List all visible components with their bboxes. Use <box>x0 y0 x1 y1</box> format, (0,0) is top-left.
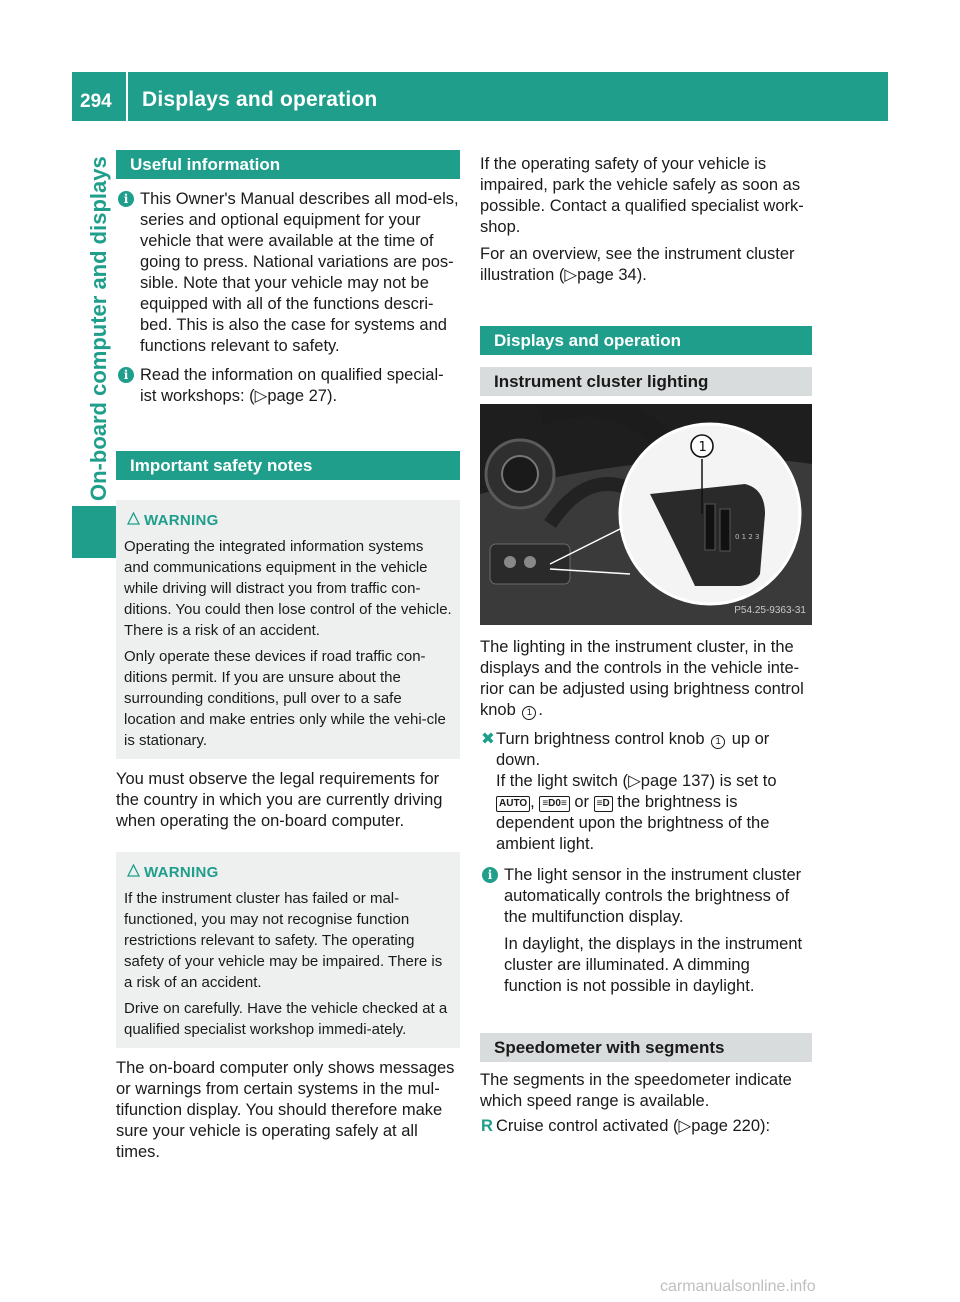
figure-code: P54.25-9363-31 <box>734 605 806 616</box>
warning-text: If the instrument cluster has failed or mal-functioned, you may not recognise function restrictions relevant to safety. The operating safety of your vehicle may be impaired. There is a risk of an accident. <box>124 890 443 991</box>
body-text-end: ). <box>636 266 647 284</box>
info-text: Read the information on qualified special-ist workshops: ( <box>140 366 444 405</box>
step-text: up or down. <box>496 730 770 769</box>
info-text: This Owner's Manual describes all mod-els, series and optional equipment for your vehicle that were available at the time of going to press. National variations are pos-sible. Note that your vehicle may not be equipped with all of the functions descri-bed. This is also the case for systems and functions relevant to safety. <box>140 190 459 355</box>
body-text: The lighting in the instrument cluster, in the displays and the controls in the vehicle inte-rior can be adjusted using brightness control knob <box>480 638 804 719</box>
warning-triangle-icon <box>127 512 140 525</box>
subsection-heading-lighting: Instrument cluster lighting <box>480 367 812 396</box>
instruction-step: ✖ Turn brightness control knob 1 up or down. If the light switch (▷page 137) is set to AUTO , ≡D0≡ or ≡D the brightness is dependent upon the brightness of the ambient light. <box>481 730 777 853</box>
step-text: If the light switch ( <box>496 772 629 790</box>
page-ref-arrow-icon: ▷ <box>678 1117 692 1135</box>
body-text: For an overview, see the instrument cluster illustration ( <box>480 245 795 284</box>
warning-title <box>124 510 452 531</box>
warning-box <box>116 500 460 759</box>
header-title: Displays and operation <box>142 88 378 111</box>
body-paragraph: The segments in the speedometer indicate which speed range is available. <box>480 1071 792 1110</box>
bullet-icon: R <box>481 1117 493 1135</box>
auto-light-symbol-icon: AUTO <box>496 796 530 812</box>
info-note <box>116 189 460 357</box>
step-text: ) is set to <box>709 772 777 790</box>
svg-text:0 1 2 3: 0 1 2 3 <box>735 533 760 541</box>
cockpit-illustration <box>480 404 812 625</box>
warning-title <box>124 862 452 883</box>
callout-number-icon: 1 <box>522 706 536 720</box>
body-paragraph: The on-board computer only shows messages or warnings from certain systems in the mul-tifunction display. You should therefore make sure your vehicle is operating safely at all times. <box>116 1059 455 1161</box>
warning-text: Drive on carefully. Have the vehicle checked at a qualified specialist workshop immedi-ately. <box>124 1000 448 1038</box>
info-text: The light sensor in the instrument cluster automatically controls the brightness of the multifunction display. <box>504 866 802 926</box>
body-paragraph: You must observe the legal requirements for the country in which you are currently driving when operating the on-board computer. <box>116 770 443 830</box>
bullet-text: Cruise control activated ( <box>496 1117 679 1135</box>
info-note <box>116 365 460 407</box>
subsection-heading-speedometer: Speedometer with segments <box>480 1033 812 1062</box>
body-paragraph: If the operating safety of your vehicle is impaired, park the vehicle safely as soon as possible. Contact a qualified specialist work-shop. <box>480 155 804 236</box>
info-icon: i <box>482 867 498 883</box>
page-ref-arrow-icon: ▷ <box>564 266 578 284</box>
warning-text: Operating the integrated information systems and communications equipment in the vehicle while driving will distract you from traffic con-ditions. You could then lose control of the vehicle. There is a risk of an accident. <box>124 538 452 639</box>
bullet-text-end: ): <box>760 1117 771 1135</box>
page-reference-link[interactable]: page 27 <box>267 387 327 405</box>
step-text: or <box>574 793 590 811</box>
info-icon: i <box>118 367 134 383</box>
section-heading-useful-information: Useful information <box>116 150 460 179</box>
warning-text: Only operate these devices if road traffic con-ditions permit. If you are unsure about the surrounding conditions, pull over to a safe location and make entries only while the vehi-cle is stationary. <box>124 648 446 749</box>
info-text: In daylight, the displays in the instrument cluster are illuminated. A dimming function is not possible in daylight. <box>504 935 803 995</box>
instrument-cluster-figure <box>480 404 812 625</box>
step-text: the brightness is dependent upon the brightness of the ambient light. <box>496 793 770 853</box>
step-arrow-icon: ✖ <box>481 730 495 748</box>
header-divider <box>126 72 128 121</box>
page-number: 294 <box>80 91 112 112</box>
section-heading-safety-notes: Important safety notes <box>116 451 460 480</box>
callout-number-icon: 1 <box>711 735 725 749</box>
page-ref-arrow-icon: ▷ <box>628 772 641 790</box>
body-text-end: . <box>538 701 543 719</box>
footer-watermark: carmanualsonline.info <box>660 1278 816 1295</box>
page-ref-arrow-icon: ▷ <box>254 387 268 405</box>
bullet-item <box>480 1116 812 1137</box>
warning-title-text: WARNING <box>144 512 219 529</box>
side-tab-label: On-board computer and displays <box>86 156 111 501</box>
figure-callout: 1 <box>698 440 707 455</box>
info-icon: i <box>118 191 134 207</box>
body-paragraph <box>480 244 812 286</box>
page-reference-link[interactable]: page 137 <box>640 772 710 790</box>
info-note <box>480 865 812 997</box>
left-column <box>116 150 460 1163</box>
low-beam-symbol-icon: ≡D <box>594 796 613 812</box>
step-text: Turn brightness control knob <box>496 730 705 748</box>
body-paragraph <box>480 637 812 721</box>
right-column <box>480 154 812 1137</box>
page-reference-link[interactable]: page 220 <box>691 1117 761 1135</box>
warning-title-text: WARNING <box>144 864 219 881</box>
parking-light-symbol-icon: ≡D0≡ <box>539 796 569 812</box>
page-header <box>72 72 888 121</box>
section-heading-displays: Displays and operation <box>480 326 812 355</box>
warning-triangle-icon <box>127 864 140 877</box>
info-text-end: ). <box>326 387 338 405</box>
warning-box <box>116 852 460 1048</box>
page-reference-link[interactable]: page 34 <box>577 266 637 284</box>
